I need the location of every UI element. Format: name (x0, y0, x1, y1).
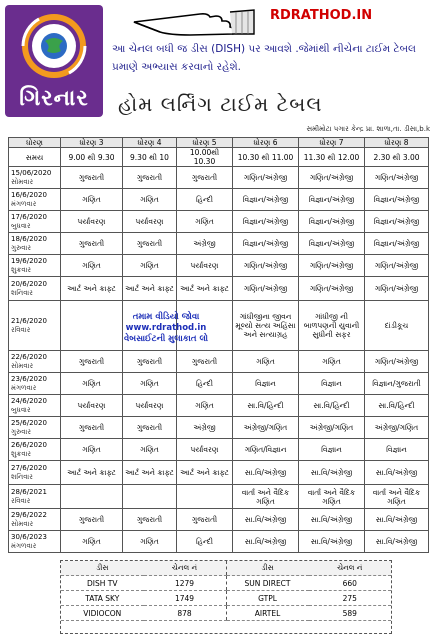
weekday-text: મંગળવાર (11, 199, 37, 208)
grade-header-row (9, 138, 429, 148)
subject-cell: અંગ્રેજી/ગણિત (365, 417, 429, 439)
date-cell (9, 211, 61, 233)
date-cell (9, 417, 61, 439)
promo-url: www.rdrathod.in (125, 323, 207, 333)
subject-cell: સા.વિ/અંગ્રેજી (233, 461, 299, 485)
weekday-text: સોમવાર (11, 519, 34, 528)
subject-cell: સા.વિ/અંગ્રેજી (365, 461, 429, 485)
subject-cell: ગણિત (123, 373, 177, 395)
subject-cell: વિજ્ઞાન/ગુજરાતી (365, 373, 429, 395)
header-cell: ધોરણ 7 (299, 138, 365, 148)
subject-cell: ગુજરાતી (61, 351, 123, 373)
subject-cell: સા.વિ/હિન્દી (233, 395, 299, 417)
subject-cell: ગુજરાતી (61, 233, 123, 255)
timetable-row (9, 531, 429, 553)
subject-cell: સા.વિ/અંગ્રેજી (365, 531, 429, 553)
page-title: હોમ લર્નિંગ ટાઈમ ટેબલ (118, 92, 323, 116)
dth-header: ડીસ (226, 561, 309, 576)
dth-channel: 878 (144, 606, 227, 621)
subject-cell: ગણિત/વિજ્ઞાન (233, 439, 299, 461)
date-text: 27/6/2020 (11, 463, 47, 472)
dth-header: ડીસ (61, 561, 144, 576)
promo-text (96, 312, 236, 345)
subject-cell: ગણિત (61, 373, 123, 395)
dth-header: ચેનલ નં (309, 561, 392, 576)
school-name: સમીમોટા પગાર કેન્દ્ર પ્રા. શાળા,તા. ડીસા,b.k (306, 125, 430, 133)
subject-cell: વિજ્ઞાન/અંગ્રેજી (233, 233, 299, 255)
subject-cell: ગુજરાતી (61, 417, 123, 439)
subject-cell: પર્યાવરણ (177, 439, 233, 461)
subject-cell: ગુજરાતી (177, 509, 233, 531)
date-cell (9, 509, 61, 531)
date-text: 26/6/2020 (11, 440, 47, 449)
weekday-text: સોમવાર (11, 177, 34, 186)
subject-cell: વિજ્ઞાન (299, 439, 365, 461)
subject-cell: ગુજરાતી (123, 167, 177, 189)
timetable-row (9, 373, 429, 395)
subject-cell: ગણિત/અંગ્રેજી (233, 167, 299, 189)
date-text: 29/6/2022 (11, 510, 47, 519)
subject-cell: ગણિત (123, 439, 177, 461)
date-text: 20/6/2020 (11, 279, 47, 288)
weekday-text: ગુરુવાર (11, 243, 31, 252)
subject-cell: ગણિત (177, 395, 233, 417)
dth-provider: VIDIOCON (61, 606, 144, 621)
subject-cell: સા.વિ/હિન્દી (365, 395, 429, 417)
timetable-row (9, 395, 429, 417)
date-cell (9, 255, 61, 277)
dth-provider: SUN DIRECT (226, 576, 309, 591)
date-cell (9, 301, 61, 351)
header-cell: ધોરણ 8 (365, 138, 429, 148)
date-cell (9, 531, 61, 553)
subject-cell: ગણિત (123, 255, 177, 277)
site-url: RDRATHOD.IN (270, 8, 373, 23)
dth-provider: AIRTEL (226, 606, 309, 621)
subject-cell: સા.વિ/અંગ્રેજી (233, 531, 299, 553)
date-text: 25/6/2020 (11, 418, 47, 427)
timetable-row (9, 351, 429, 373)
date-cell (9, 395, 61, 417)
timetable-row (9, 417, 429, 439)
weekday-text: શુક્રવાર (11, 449, 32, 458)
subject-cell: પર્યાવરણ (123, 211, 177, 233)
dd-logo-icon (17, 11, 91, 81)
timetable-row (9, 509, 429, 531)
dth-provider: TATA SKY (61, 591, 144, 606)
date-text: 18/6/2020 (11, 234, 47, 243)
subject-cell: સા.વિ/અંગ્રેજી (299, 509, 365, 531)
subject-cell: વિજ્ઞાન/અંગ્રેજી (365, 233, 429, 255)
subject-cell: ગણિત (299, 351, 365, 373)
weekday-text: શનિવાર (11, 472, 33, 481)
date-cell (9, 373, 61, 395)
time-cell: 2.30 થી 3.00 (365, 148, 429, 167)
subject-cell: ગણિત (123, 189, 177, 211)
time-cell: 10.00થી 10.30 (177, 148, 233, 167)
subject-cell: ગુજરાતી (123, 417, 177, 439)
subject-cell: વિજ્ઞાન (233, 373, 299, 395)
subject-cell: આર્ટ અને ક્રાફ્ટ (61, 277, 123, 301)
time-cell: સમય (9, 148, 61, 167)
subject-cell: ગણિત/અંગ્રેજી (299, 167, 365, 189)
subject-cell: આર્ટ અને ક્રાફ્ટ (177, 277, 233, 301)
subject-cell: ગણિત (61, 439, 123, 461)
subject-cell: ગણિત (61, 255, 123, 277)
subject-cell: ગણિત (61, 531, 123, 553)
header-cell: ધોરણ (9, 138, 61, 148)
subject-cell (61, 485, 123, 509)
date-text: 30/6/2023 (11, 532, 47, 541)
dth-row (61, 576, 391, 591)
subject-cell: પર્યાવરણ (61, 395, 123, 417)
date-text: 22/6/2020 (11, 352, 47, 361)
date-cell (9, 277, 61, 301)
promo-line: વેબસાઈટની મુલાકાત લો (123, 334, 209, 344)
date-text: 28/6/2021 (11, 487, 47, 496)
subject-cell: ગણિત (61, 189, 123, 211)
date-text: 21/6/2020 (11, 316, 47, 325)
subject-cell: આર્ટ અને ક્રાફ્ટ (177, 461, 233, 485)
subject-cell: ગુજરાતી (177, 167, 233, 189)
weekday-text: બુધવાર (11, 405, 31, 414)
timetable-row (9, 439, 429, 461)
dth-provider: DISH TV (61, 576, 144, 591)
subject-cell: ગણિત (233, 351, 299, 373)
dth-channel: 1279 (144, 576, 227, 591)
subject-cell: ગણિત/અંગ્રેજી (365, 167, 429, 189)
date-text: 19/6/2020 (11, 256, 47, 265)
dth-row (61, 591, 391, 606)
header (0, 0, 436, 128)
subject-cell: વિજ્ઞાન (365, 439, 429, 461)
subject-cell: સા.વિ/અંગ્રેજી (365, 509, 429, 531)
timetable (8, 137, 429, 553)
subject-cell: અંગ્રેજી (177, 233, 233, 255)
timetable-row (9, 167, 429, 189)
timetable-row (9, 233, 429, 255)
dd-girnar-logo (5, 5, 103, 117)
date-cell (9, 485, 61, 509)
dth-channel: 275 (309, 591, 392, 606)
dth-header-row (61, 561, 391, 576)
date-text: 16/6/2020 (11, 190, 47, 199)
logo-text: ગિરનાર (19, 86, 89, 111)
subject-cell: ગણિત/અંગ્રેજી (365, 255, 429, 277)
timetable-row (9, 277, 429, 301)
subject-cell: ગણિત/અંગ્રેજી (299, 255, 365, 277)
time-cell: 11.30 થી 12.00 (299, 148, 365, 167)
subject-cell: ગણિત/અંગ્રેજી (299, 277, 365, 301)
subject-cell: ગાંધીજીના જીવન મૂલ્યો સત્ય અહિંસા અને સત્યાગ્રહ (233, 301, 299, 351)
subject-cell: વાર્તા અને વૈદિક ગણિત (233, 485, 299, 509)
timetable-row (9, 461, 429, 485)
time-cell: 9.00 થી 9.30 (61, 148, 123, 167)
subject-cell: પર્યાવરણ (123, 395, 177, 417)
date-cell (9, 461, 61, 485)
subject-cell: વાર્તા અને વૈદિક ગણિત (299, 485, 365, 509)
timetable-row (9, 189, 429, 211)
subject-cell: વિજ્ઞાન/અંગ્રેજી (299, 189, 365, 211)
weekday-text: રવિવાર (11, 325, 31, 334)
date-text: 24/6/2020 (11, 396, 47, 405)
timetable-row (9, 211, 429, 233)
subject-cell: ગાંધીજી ની બાળપણની યુવાની સુધીની સફર (299, 301, 365, 351)
subject-cell: ગણિત (123, 531, 177, 553)
subject-cell: ગણિત/અંગ્રેજી (365, 351, 429, 373)
promo-line: તમામ વીડિયો જોવા (132, 312, 200, 322)
subject-cell: સા.વિ/અંગ્રેજી (299, 461, 365, 485)
weekday-text: ગુરુવાર (11, 427, 31, 436)
header-cell: ધોરણ 6 (233, 138, 299, 148)
header-cell: ધોરણ 4 (123, 138, 177, 148)
date-text: 15/06/2020 (11, 168, 52, 177)
subject-cell: ગણિત/અંગ્રેજી (233, 255, 299, 277)
weekday-text: બુધવાર (11, 221, 31, 230)
subject-cell: સા.વિ/અંગ્રેજી (299, 531, 365, 553)
header-cell: ધોરણ 3 (61, 138, 123, 148)
subject-cell: આર્ટ અને ક્રાફ્ટ (61, 461, 123, 485)
subject-cell: વિજ્ઞાન/અંગ્રેજી (233, 189, 299, 211)
dth-channel: 1749 (144, 591, 227, 606)
subject-cell: ગુજરાતી (61, 509, 123, 531)
date-cell (9, 167, 61, 189)
pointing-hand-icon (130, 4, 260, 40)
weekday-text: રવિવાર (11, 496, 31, 505)
weekday-text: સોમવાર (11, 361, 34, 370)
subject-cell: હિન્દી (177, 373, 233, 395)
time-cell: 10.30 થી 11.00 (233, 148, 299, 167)
subject-cell: અંગ્રેજી/ગણિત (233, 417, 299, 439)
weekday-text: મંગળવાર (11, 383, 37, 392)
dth-channel-box (60, 560, 392, 634)
time-header-row (9, 148, 429, 167)
subject-cell: અંગ્રેજી (177, 417, 233, 439)
subject-cell: વિજ્ઞાન/અંગ્રેજી (299, 233, 365, 255)
dth-channel: 660 (309, 576, 392, 591)
subject-cell: આર્ટ અને ક્રાફ્ટ (123, 461, 177, 485)
dth-row (61, 606, 391, 621)
header-cell: ધોરણ 5 (177, 138, 233, 148)
dth-provider: GTPL (226, 591, 309, 606)
subject-cell: પર્યાવરણ (61, 211, 123, 233)
date-cell (9, 439, 61, 461)
subject-cell: વિજ્ઞાન/અંગ્રેજી (233, 211, 299, 233)
dth-header: ચેનલ નં (144, 561, 227, 576)
subject-cell: વિજ્ઞાન/અંગ્રેજી (299, 211, 365, 233)
date-cell (9, 351, 61, 373)
subject-cell: ગણિત (177, 211, 233, 233)
notice-text: આ ચેનલ બધી જ ડીસ (DISH) પર આવશે .જેમાંથી નીચેના ટાઈમ ટેબલ પ્રમાણે અભ્યાસ કરવાનો રહેશે. (112, 43, 416, 73)
weekday-text: શનિવાર (11, 288, 33, 297)
subject-cell: ગુજરાતી (123, 509, 177, 531)
timetable-row (9, 485, 429, 509)
weekday-text: શુક્રવાર (11, 265, 32, 274)
date-text: 23/6/2020 (11, 374, 47, 383)
subject-cell (123, 485, 177, 509)
subject-cell: વાર્તા અને વૈદિક ગણિત (365, 485, 429, 509)
subject-cell: અંગ્રેજી/ગણિત (299, 417, 365, 439)
subject-cell: ગુજરાતી (123, 351, 177, 373)
subject-cell: હિન્દી (177, 189, 233, 211)
subject-cell: ગુજરાતી (177, 351, 233, 373)
subject-cell: સા.વિ/અંગ્રેજી (233, 509, 299, 531)
subject-cell: ગુજરાતી (61, 167, 123, 189)
subject-cell: પર્યાવરણ (177, 255, 233, 277)
dth-channel-table (61, 561, 391, 621)
weekday-text: મંગળવાર (11, 541, 37, 550)
subject-cell: વિજ્ઞાન (299, 373, 365, 395)
date-cell (9, 233, 61, 255)
date-text: 17/6/2020 (11, 212, 47, 221)
subject-cell: ગણિત/અંગ્રેજી (365, 277, 429, 301)
subject-cell: દાંડીકૂચ (365, 301, 429, 351)
subject-cell: ગણિત/અંગ્રેજી (233, 277, 299, 301)
subject-cell: વિજ્ઞાન/અંગ્રેજી (365, 189, 429, 211)
subject-cell (177, 485, 233, 509)
subject-cell: સા.વિ/હિન્દી (299, 395, 365, 417)
subject-cell: આર્ટ અને ક્રાફ્ટ (123, 277, 177, 301)
timetable-row (9, 255, 429, 277)
date-cell (9, 189, 61, 211)
subject-cell: ગુજરાતી (123, 233, 177, 255)
dth-channel: 589 (309, 606, 392, 621)
subject-cell: વિજ્ઞાન/અંગ્રેજી (365, 211, 429, 233)
time-cell: 9.30 થી 10 (123, 148, 177, 167)
subject-cell: હિન્દી (177, 531, 233, 553)
